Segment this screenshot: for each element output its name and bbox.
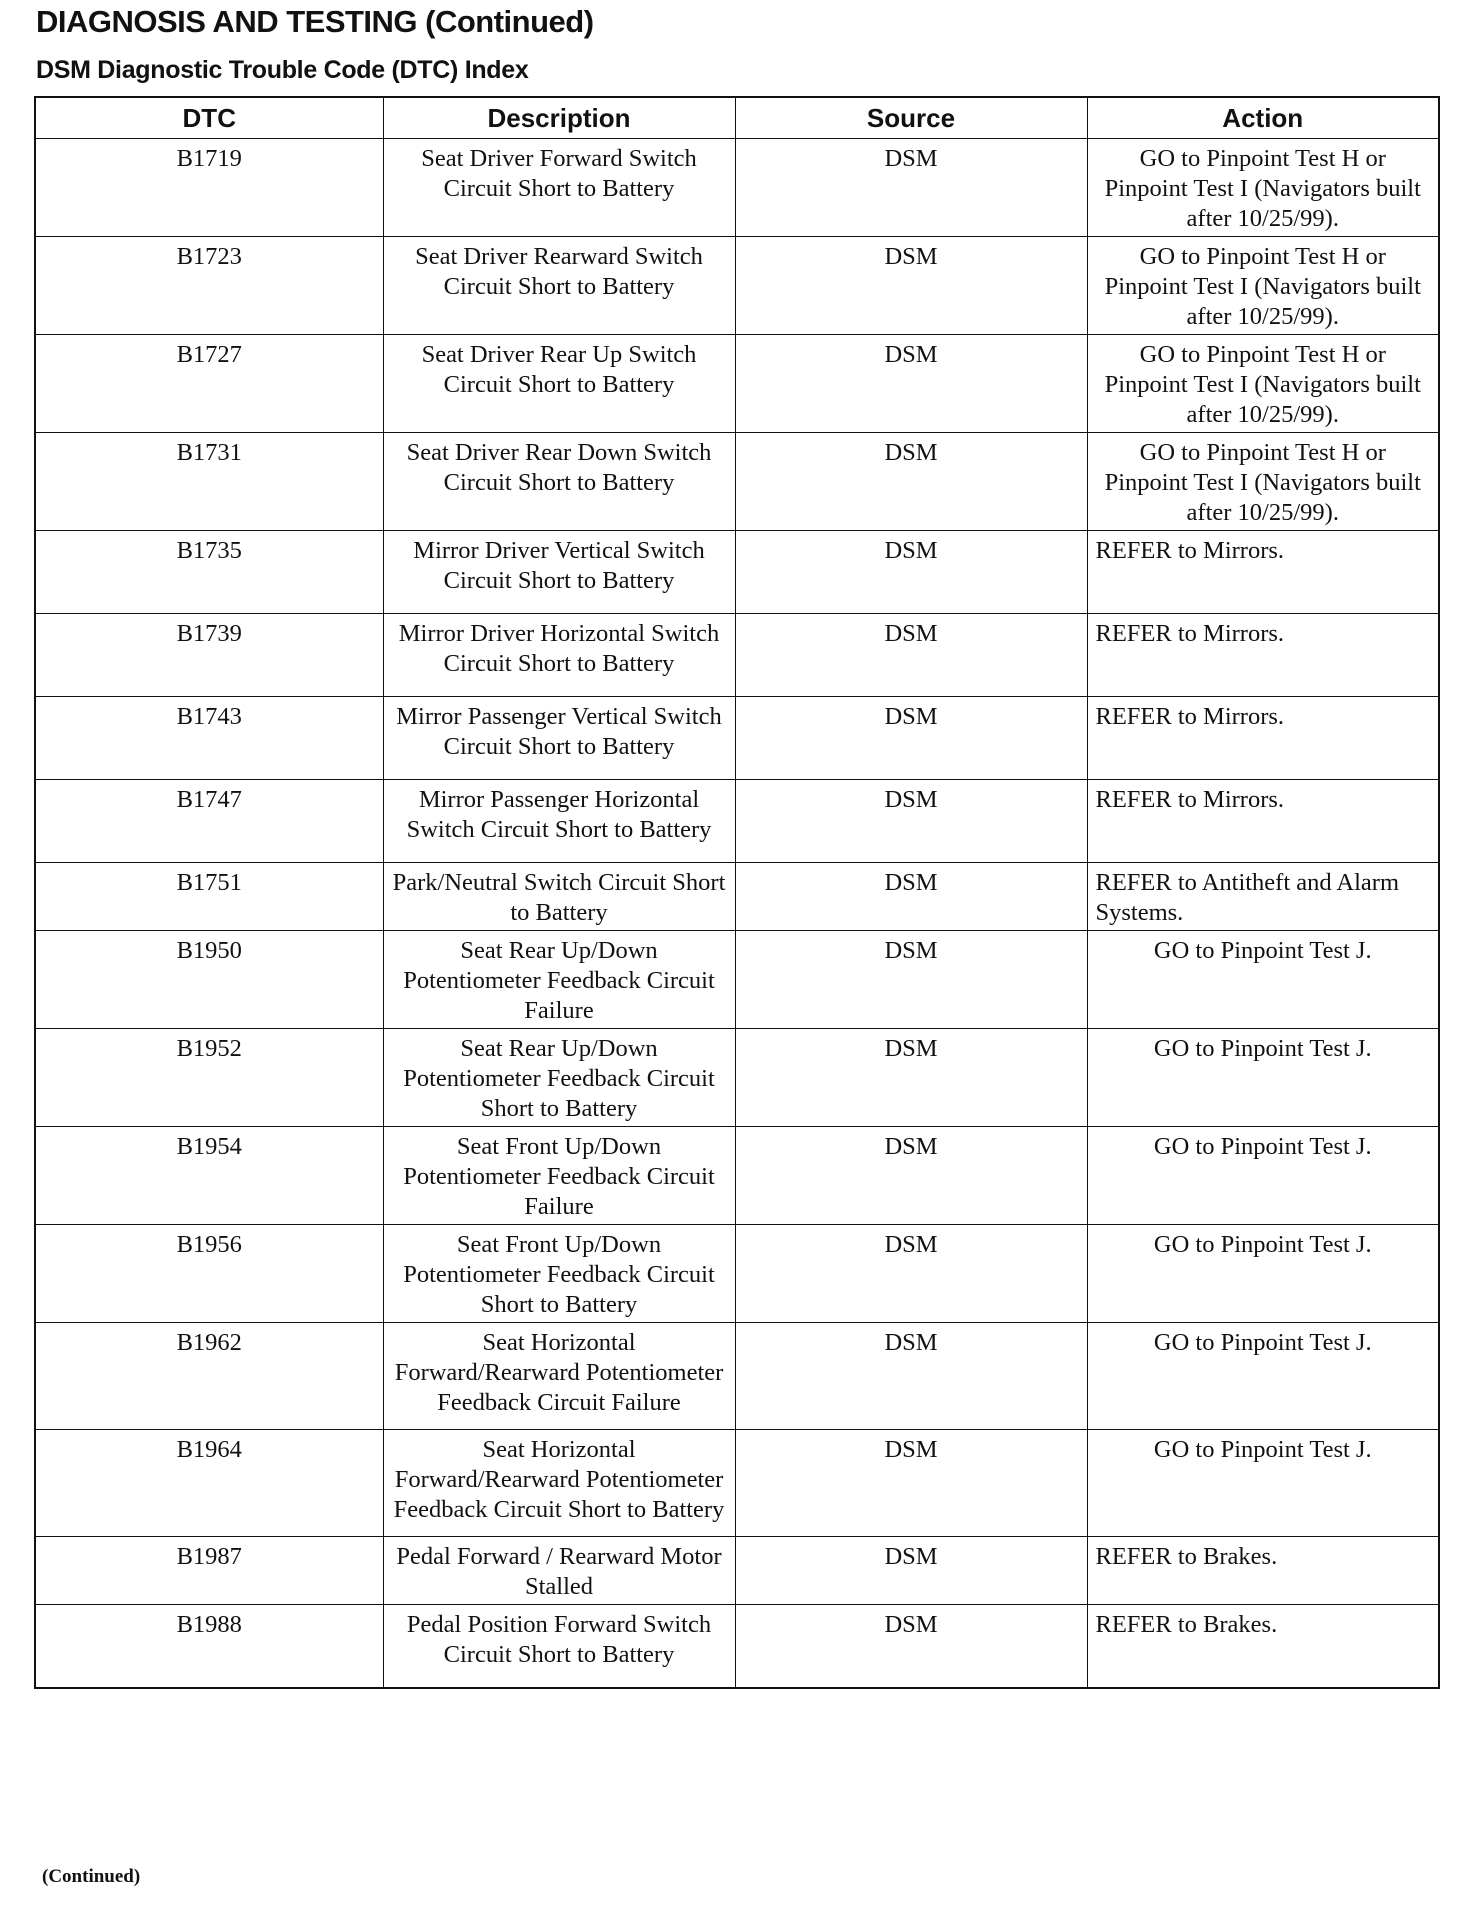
column-header-description: Description [383, 97, 735, 139]
dtc-action: GO to Pinpoint Test J. [1087, 1127, 1439, 1225]
dtc-source: DSM [735, 335, 1087, 433]
table-row [35, 139, 1439, 237]
continued-note: (Continued) [42, 1866, 141, 1887]
dtc-code: B1723 [35, 237, 383, 335]
dtc-source: DSM [735, 1537, 1087, 1605]
dtc-code: B1987 [35, 1537, 383, 1605]
dtc-code: B1719 [35, 139, 383, 237]
table-row [35, 335, 1439, 433]
dtc-description: Pedal Position Forward Switch Circuit Short to Battery [383, 1605, 735, 1688]
dtc-description: Seat Driver Forward Switch Circuit Short to Battery [383, 139, 735, 237]
dtc-description: Seat Rear Up/Down Potentiometer Feedback Circuit Short to Battery [383, 1029, 735, 1127]
dtc-action: GO to Pinpoint Test J. [1087, 1323, 1439, 1430]
dtc-description: Mirror Passenger Vertical Switch Circuit Short to Battery [383, 697, 735, 780]
dtc-code: B1988 [35, 1605, 383, 1688]
dtc-source: DSM [735, 697, 1087, 780]
dtc-action: GO to Pinpoint Test J. [1087, 931, 1439, 1029]
table-row [35, 1537, 1439, 1605]
dtc-source: DSM [735, 614, 1087, 697]
table-row [35, 697, 1439, 780]
dtc-description: Mirror Passenger Horizontal Switch Circuit Short to Battery [383, 780, 735, 863]
dtc-description: Seat Rear Up/Down Potentiometer Feedback Circuit Failure [383, 931, 735, 1029]
dtc-source: DSM [735, 1127, 1087, 1225]
dtc-action: GO to Pinpoint Test H or Pinpoint Test I (Navigators built after 10/25/99). [1087, 335, 1439, 433]
dtc-source: DSM [735, 1430, 1087, 1537]
dtc-description: Seat Driver Rear Up Switch Circuit Short to Battery [383, 335, 735, 433]
dtc-action: REFER to Antitheft and Alarm Systems. [1087, 863, 1439, 931]
table-row [35, 1127, 1439, 1225]
dtc-description: Mirror Driver Horizontal Switch Circuit Short to Battery [383, 614, 735, 697]
dtc-action: REFER to Mirrors. [1087, 531, 1439, 614]
dtc-description: Seat Driver Rear Down Switch Circuit Short to Battery [383, 433, 735, 531]
dtc-description: Pedal Forward / Rearward Motor Stalled [383, 1537, 735, 1605]
dtc-code: B1735 [35, 531, 383, 614]
dtc-action: GO to Pinpoint Test J. [1087, 1225, 1439, 1323]
dtc-action: REFER to Mirrors. [1087, 697, 1439, 780]
dtc-description: Seat Horizontal Forward/Rearward Potentiometer Feedback Circuit Failure [383, 1323, 735, 1430]
dtc-source: DSM [735, 1029, 1087, 1127]
page-title: DIAGNOSIS AND TESTING (Continued) [36, 4, 594, 39]
dtc-source: DSM [735, 139, 1087, 237]
table-row [35, 433, 1439, 531]
column-header-dtc: DTC [35, 97, 383, 139]
dtc-description: Seat Horizontal Forward/Rearward Potentiometer Feedback Circuit Short to Battery [383, 1430, 735, 1537]
dtc-source: DSM [735, 863, 1087, 931]
dtc-source: DSM [735, 931, 1087, 1029]
table-row [35, 1430, 1439, 1537]
table-row [35, 1225, 1439, 1323]
table-row [35, 1605, 1439, 1688]
dtc-action: GO to Pinpoint Test H or Pinpoint Test I (Navigators built after 10/25/99). [1087, 139, 1439, 237]
table-row [35, 614, 1439, 697]
dtc-source: DSM [735, 237, 1087, 335]
dtc-source: DSM [735, 1605, 1087, 1688]
dtc-description: Seat Front Up/Down Potentiometer Feedback Circuit Failure [383, 1127, 735, 1225]
dtc-source: DSM [735, 1323, 1087, 1430]
table-row [35, 237, 1439, 335]
dtc-source: DSM [735, 1225, 1087, 1323]
dtc-code: B1950 [35, 931, 383, 1029]
table-row [35, 931, 1439, 1029]
dtc-action: REFER to Mirrors. [1087, 780, 1439, 863]
dtc-index-table [34, 96, 1440, 1689]
dtc-code: B1956 [35, 1225, 383, 1323]
table-row [35, 863, 1439, 931]
table-row [35, 1029, 1439, 1127]
dtc-description: Park/Neutral Switch Circuit Short to Battery [383, 863, 735, 931]
dtc-code: B1954 [35, 1127, 383, 1225]
dtc-description: Mirror Driver Vertical Switch Circuit Short to Battery [383, 531, 735, 614]
dtc-action: REFER to Mirrors. [1087, 614, 1439, 697]
dtc-action: GO to Pinpoint Test H or Pinpoint Test I (Navigators built after 10/25/99). [1087, 433, 1439, 531]
dtc-code: B1739 [35, 614, 383, 697]
dtc-code: B1952 [35, 1029, 383, 1127]
dtc-action: GO to Pinpoint Test J. [1087, 1430, 1439, 1537]
table-header-row [35, 97, 1439, 139]
dtc-code: B1751 [35, 863, 383, 931]
dtc-description: Seat Driver Rearward Switch Circuit Short to Battery [383, 237, 735, 335]
dtc-action: REFER to Brakes. [1087, 1605, 1439, 1688]
table-row [35, 1323, 1439, 1430]
table-title: DSM Diagnostic Trouble Code (DTC) Index [36, 56, 529, 84]
column-header-source: Source [735, 97, 1087, 139]
dtc-code: B1743 [35, 697, 383, 780]
dtc-action: REFER to Brakes. [1087, 1537, 1439, 1605]
dtc-source: DSM [735, 531, 1087, 614]
dtc-action: GO to Pinpoint Test H or Pinpoint Test I (Navigators built after 10/25/99). [1087, 237, 1439, 335]
dtc-code: B1731 [35, 433, 383, 531]
dtc-code: B1964 [35, 1430, 383, 1537]
dtc-description: Seat Front Up/Down Potentiometer Feedback Circuit Short to Battery [383, 1225, 735, 1323]
column-header-action: Action [1087, 97, 1439, 139]
table-row [35, 780, 1439, 863]
dtc-action: GO to Pinpoint Test J. [1087, 1029, 1439, 1127]
table-row [35, 531, 1439, 614]
dtc-source: DSM [735, 780, 1087, 863]
dtc-code: B1747 [35, 780, 383, 863]
dtc-code: B1727 [35, 335, 383, 433]
dtc-source: DSM [735, 433, 1087, 531]
dtc-code: B1962 [35, 1323, 383, 1430]
